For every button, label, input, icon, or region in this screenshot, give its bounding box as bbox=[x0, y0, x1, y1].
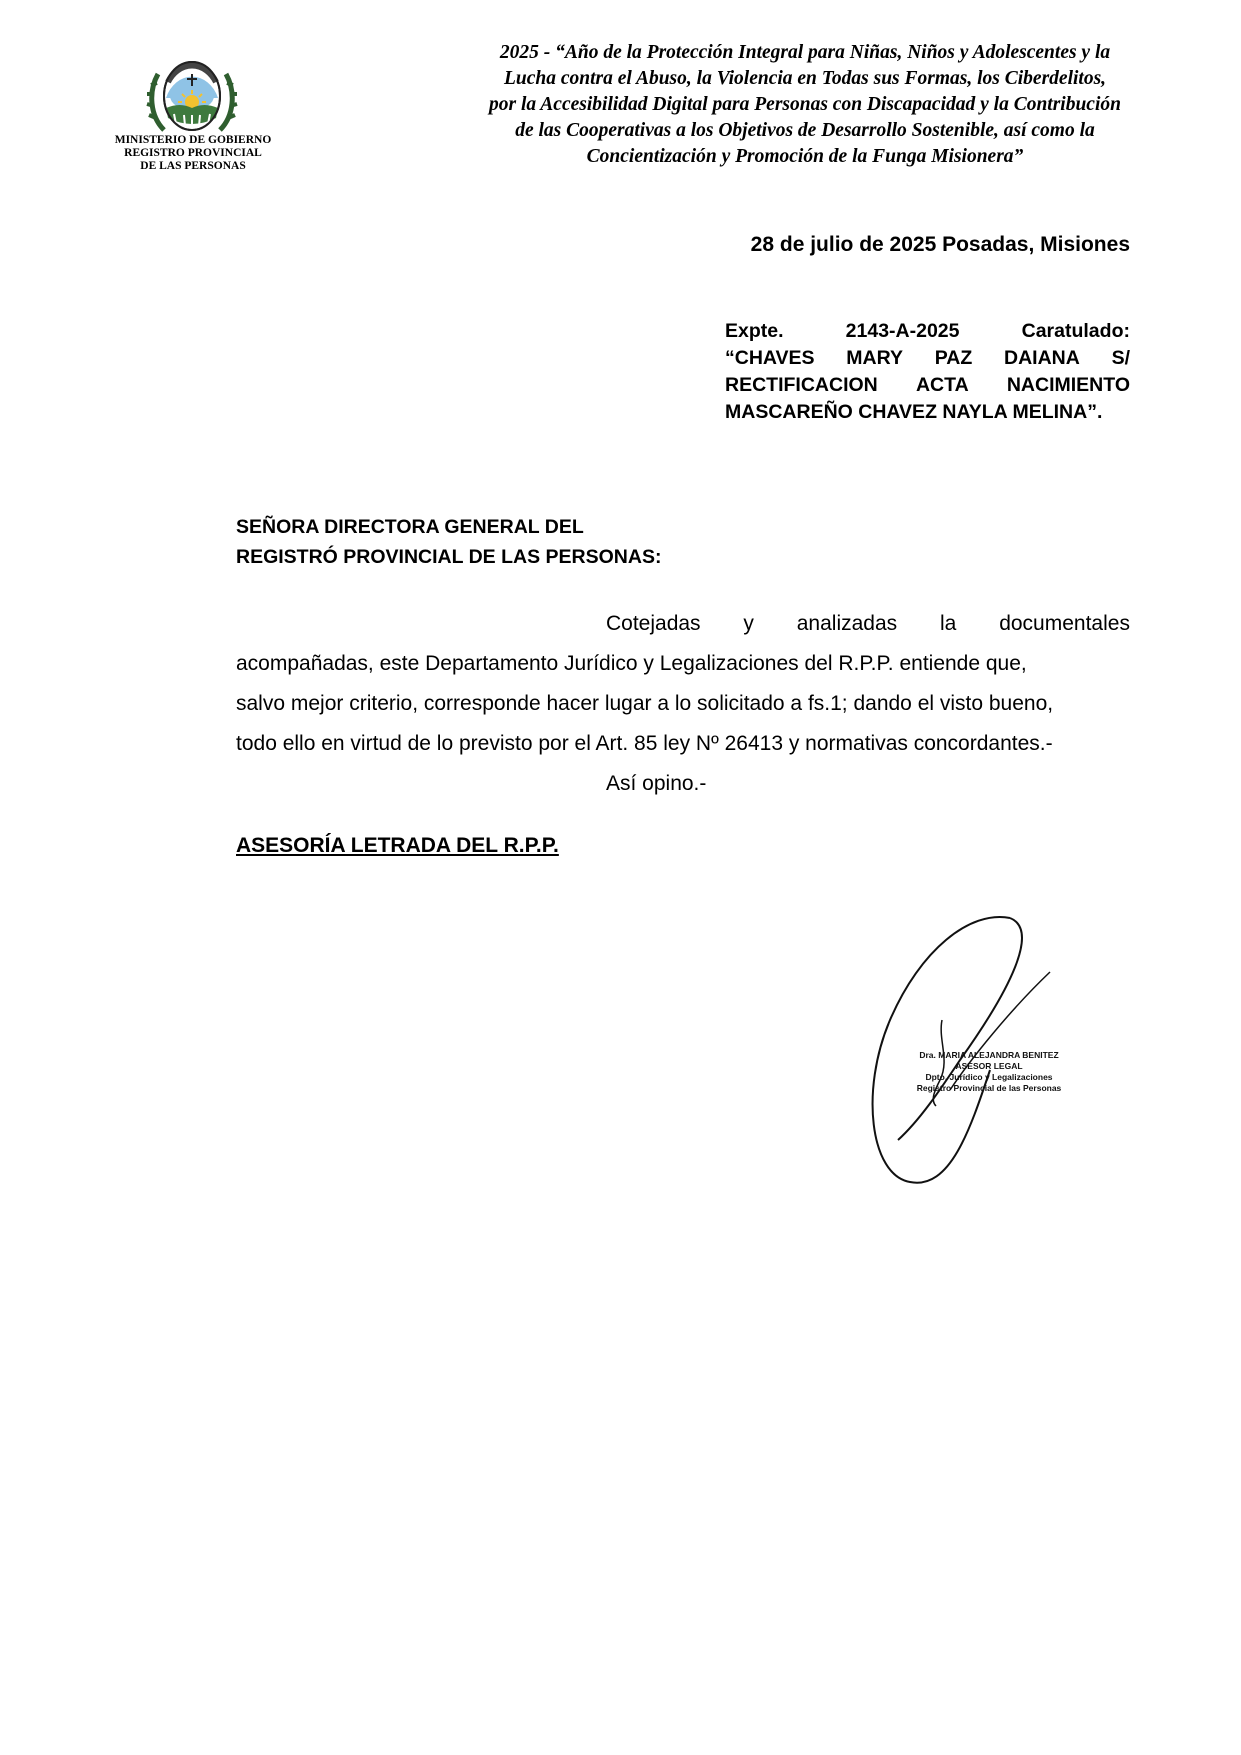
case-title-word: MARY bbox=[846, 347, 903, 369]
body-word: y bbox=[743, 612, 754, 635]
motto-line-1: 2025 - “Año de la Protección Integral para Niñas, Niños y Adolescentes y la bbox=[499, 42, 1111, 63]
signature-block bbox=[840, 910, 1070, 1195]
body-line-2: acompañadas, este Departamento Jurídico y Legalizaciones del R.P.P. entiende que, bbox=[236, 652, 1027, 675]
case-title-line-1 bbox=[725, 345, 1130, 372]
salutation-line-2: REGISTRÓ PROVINCIAL DE LAS PERSONAS: bbox=[236, 546, 662, 568]
case-title-line-3: MASCAREÑO CHAVEZ NAYLA MELINA”. bbox=[725, 401, 1103, 423]
ministry-logo bbox=[108, 52, 278, 182]
body-line-1 bbox=[236, 604, 1130, 644]
case-title-word: PAZ bbox=[934, 347, 973, 369]
stamp-line-4: Registro Provincial de las Personas bbox=[916, 1083, 1062, 1093]
ministry-name bbox=[108, 134, 278, 173]
case-title-word: NACIMIENTO bbox=[1006, 374, 1130, 396]
case-number-row bbox=[725, 318, 1130, 345]
signoff-heading: ASESORÍA LETRADA DEL R.P.P. bbox=[236, 834, 559, 857]
body-word: Cotejadas bbox=[606, 612, 701, 635]
signature-stamp bbox=[914, 1050, 1064, 1094]
case-title-word: “CHAVES bbox=[725, 347, 815, 369]
case-reference bbox=[725, 318, 1130, 426]
case-title-word: RECTIFICACION bbox=[725, 374, 878, 396]
case-title-word: DAIANA bbox=[1004, 347, 1080, 369]
motto-line-5: Concientización y Promoción de la Funga Misionera” bbox=[586, 146, 1024, 167]
case-number: 2143-A-2025 bbox=[845, 320, 960, 342]
stamp-line-3: Dpto. Jurídico y Legalizaciones bbox=[925, 1072, 1053, 1082]
motto-line-4: de las Cooperativas a los Objetivos de Desarrollo Sostenible, así como la bbox=[515, 120, 1095, 141]
body-line-3: salvo mejor criterio, corresponde hacer lugar a lo solicitado a fs.1; dando el visto bueno, bbox=[236, 692, 1054, 715]
stamp-line-2: ASESOR LEGAL bbox=[955, 1061, 1023, 1071]
year-motto bbox=[440, 40, 1170, 170]
body-word: documentales bbox=[999, 612, 1130, 635]
salutation bbox=[236, 512, 661, 572]
provincial-coat-of-arms-icon bbox=[142, 52, 242, 134]
logo-line-3: DE LAS PERSONAS bbox=[140, 160, 246, 172]
case-title-word: S/ bbox=[1111, 347, 1130, 369]
motto-line-2: Lucha contra el Abuso, la Violencia en Todas sus Formas, los Ciberdelitos, bbox=[503, 68, 1107, 89]
body-line-4: todo ello en virtud de lo previsto por el Art. 85 ley Nº 26413 y normativas concordantes.- bbox=[236, 732, 1053, 755]
case-label: Expte. bbox=[725, 320, 784, 342]
logo-line-2: REGISTRO PROVINCIAL bbox=[124, 147, 262, 159]
stamp-line-1: Dra. MARIA ALEJANDRA BENITEZ bbox=[919, 1050, 1059, 1060]
salutation-line-1: SEÑORA DIRECTORA GENERAL DEL bbox=[236, 516, 584, 538]
body-word: la bbox=[940, 612, 957, 635]
date-line: 28 de julio de 2025 Posadas, Misiones bbox=[750, 233, 1130, 256]
caratulado-label: Caratulado: bbox=[1021, 320, 1130, 342]
logo-line-1: MINISTERIO DE GOBIERNO bbox=[114, 134, 272, 146]
case-title-line-2 bbox=[725, 372, 1130, 399]
opinion-body bbox=[236, 604, 1130, 804]
case-title-word: ACTA bbox=[915, 374, 969, 396]
motto-line-3: por la Accesibilidad Digital para Personas con Discapacidad y la Contribución bbox=[489, 94, 1121, 115]
closing-phrase: Así opino.- bbox=[606, 772, 707, 795]
body-word: analizadas bbox=[796, 612, 898, 635]
